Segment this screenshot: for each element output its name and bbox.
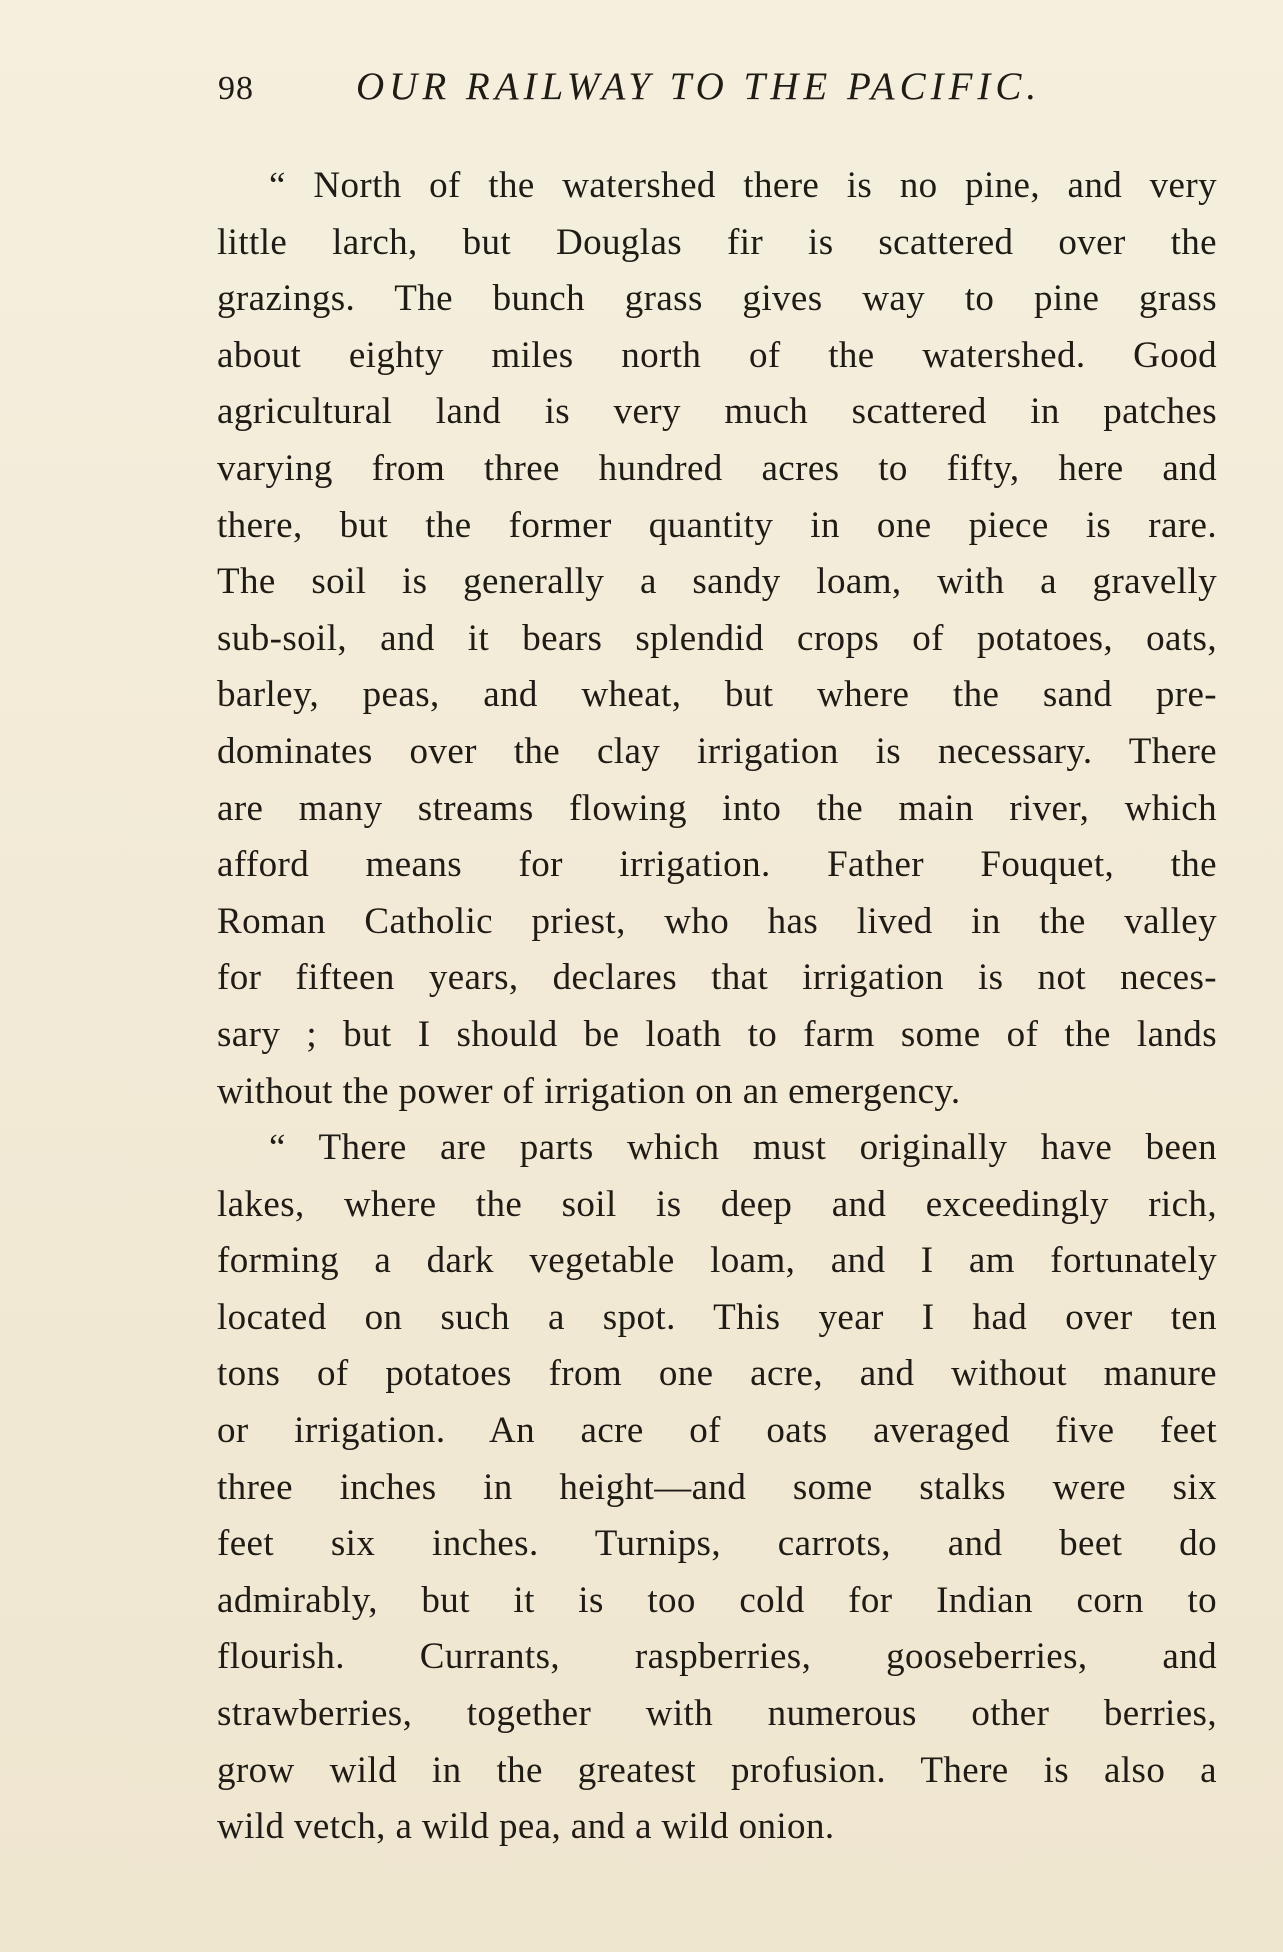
text-line: or irrigation. An acre of oats averaged five feet [217, 1410, 1217, 1452]
running-head [218, 64, 1098, 124]
text-line: for fifteen years, declares that irrigation is not neces- [217, 957, 1217, 999]
text-line: without the power of irrigation on an emergency. [217, 1070, 961, 1112]
text-line: varying from three hundred acres to fifty, here and [217, 447, 1217, 489]
text-line: wild vetch, a wild pea, and a wild onion. [217, 1806, 835, 1848]
text-line: located on such a spot. This year I had over ten [217, 1296, 1217, 1338]
text-line: agricultural land is very much scattered in patches [217, 391, 1217, 433]
text-line: grazings. The bunch grass gives way to pine grass [217, 278, 1217, 320]
page-number: 98 [218, 70, 254, 107]
text-line: three inches in height—and some stalks were six [217, 1466, 1217, 1508]
text-line: there, but the former quantity in one piece is rare. [217, 504, 1217, 546]
text-line: are many streams flowing into the main river, which [217, 787, 1217, 829]
text-line: “ North of the watershed there is no pine, and very [269, 165, 1217, 206]
text-line: feet six inches. Turnips, carrots, and beet do [217, 1523, 1217, 1565]
text-line: tons of potatoes from one acre, and without manure [217, 1353, 1217, 1395]
text-line: about eighty miles north of the watershed. Good [217, 334, 1217, 376]
text-line: flourish. Currants, raspberries, gooseberries, and [217, 1636, 1217, 1678]
body-text [217, 158, 1217, 1856]
text-line: little larch, but Douglas fir is scattered over the [217, 221, 1217, 263]
text-line: sary ; but I should be loath to farm some of the lands [217, 1013, 1217, 1055]
text-line: barley, peas, and wheat, but where the sand pre- [217, 674, 1217, 716]
running-title: OUR RAILWAY TO THE PACIFIC. [356, 65, 1042, 108]
text-line: afford means for irrigation. Father Fouquet, the [217, 844, 1217, 886]
text-line: grow wild in the greatest profusion. There is also a [217, 1749, 1217, 1791]
text-line: lakes, where the soil is deep and exceedingly rich, [217, 1183, 1217, 1225]
text-line: The soil is generally a sandy loam, with a gravelly [217, 561, 1217, 603]
text-line: admirably, but it is too cold for Indian corn to [217, 1579, 1217, 1621]
text-line: dominates over the clay irrigation is necessary. There [217, 730, 1217, 772]
text-line: forming a dark vegetable loam, and I am fortunately [217, 1240, 1217, 1282]
text-line: Roman Catholic priest, who has lived in the valley [217, 900, 1217, 942]
text-line: “ There are parts which must originally have been [269, 1127, 1217, 1169]
text-line: sub-soil, and it bears splendid crops of potatoes, oats, [217, 617, 1217, 659]
text-line: strawberries, together with numerous other berries, [217, 1693, 1217, 1735]
